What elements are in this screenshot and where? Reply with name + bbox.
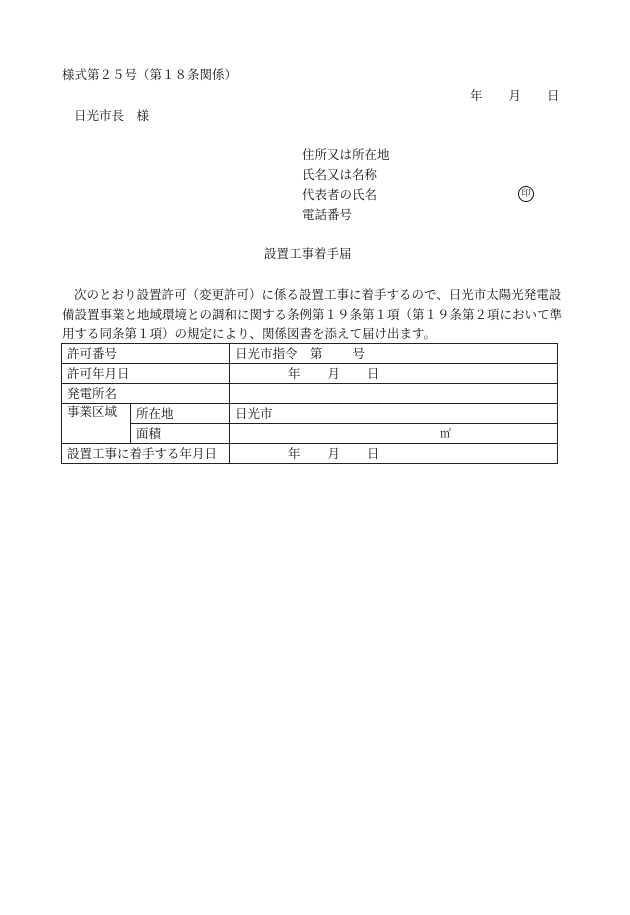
table-row bbox=[62, 364, 558, 384]
table-row bbox=[62, 384, 558, 404]
plant-name-label: 発電所名 bbox=[62, 384, 230, 404]
table-row bbox=[62, 444, 558, 464]
location-label: 所在地 bbox=[131, 404, 230, 424]
phone-number-label: 電話番号 bbox=[302, 207, 353, 222]
date-day: 日 bbox=[547, 88, 560, 103]
permit-date-day: 日 bbox=[367, 365, 380, 381]
document-title: 設置工事着手届 bbox=[264, 246, 352, 261]
submission-date bbox=[470, 88, 560, 104]
area-unit: ㎡ bbox=[440, 427, 451, 440]
permit-date-year: 年 bbox=[288, 365, 301, 381]
plant-name-value bbox=[230, 384, 558, 404]
business-area-label: 事業区域 bbox=[62, 404, 131, 444]
applicant-name-label: 氏名又は名称 bbox=[302, 167, 378, 182]
start-date-month: 月 bbox=[327, 445, 341, 461]
location-value: 日光市 bbox=[230, 404, 558, 424]
area-label: 面積 bbox=[131, 424, 230, 444]
area-value bbox=[230, 424, 558, 444]
start-date-day: 日 bbox=[367, 445, 380, 461]
construction-info-table bbox=[61, 343, 558, 464]
table-row bbox=[62, 344, 558, 364]
permit-number-value bbox=[230, 344, 558, 364]
date-month: 月 bbox=[508, 88, 522, 103]
permit-date-label: 許可年月日 bbox=[62, 364, 230, 384]
representative-name-label: 代表者の氏名 bbox=[302, 187, 378, 202]
table-row bbox=[62, 424, 558, 444]
form-number: 様式第２５号（第１８条関係） bbox=[62, 67, 238, 82]
start-date-label: 設置工事に着手する年月日 bbox=[62, 444, 230, 464]
permit-number-prefix: 日光市指令 第 bbox=[235, 345, 323, 361]
permit-number-suffix: 号 bbox=[352, 345, 366, 361]
permit-number-label: 許可番号 bbox=[62, 344, 230, 364]
start-date-year: 年 bbox=[288, 445, 301, 461]
permit-date-month: 月 bbox=[327, 365, 341, 381]
start-date-value bbox=[230, 444, 558, 464]
notice-body-text: 次のとおり設置許可（変更許可）に係る設置工事に着手するので、日光市太陽光発電設備設置事業と地域環境との調和に関する条例第１９条第１項（第１９条第２項において準用する同条第１項）の規定により、関係図書を添えて届け出ます。 bbox=[62, 287, 563, 341]
seal-mark: 印 bbox=[518, 186, 534, 202]
permit-date-value bbox=[230, 364, 558, 384]
table-row bbox=[62, 404, 558, 424]
addressee: 日光市長 様 bbox=[74, 108, 150, 123]
date-year: 年 bbox=[470, 88, 483, 103]
applicant-address-label: 住所又は所在地 bbox=[302, 147, 390, 162]
